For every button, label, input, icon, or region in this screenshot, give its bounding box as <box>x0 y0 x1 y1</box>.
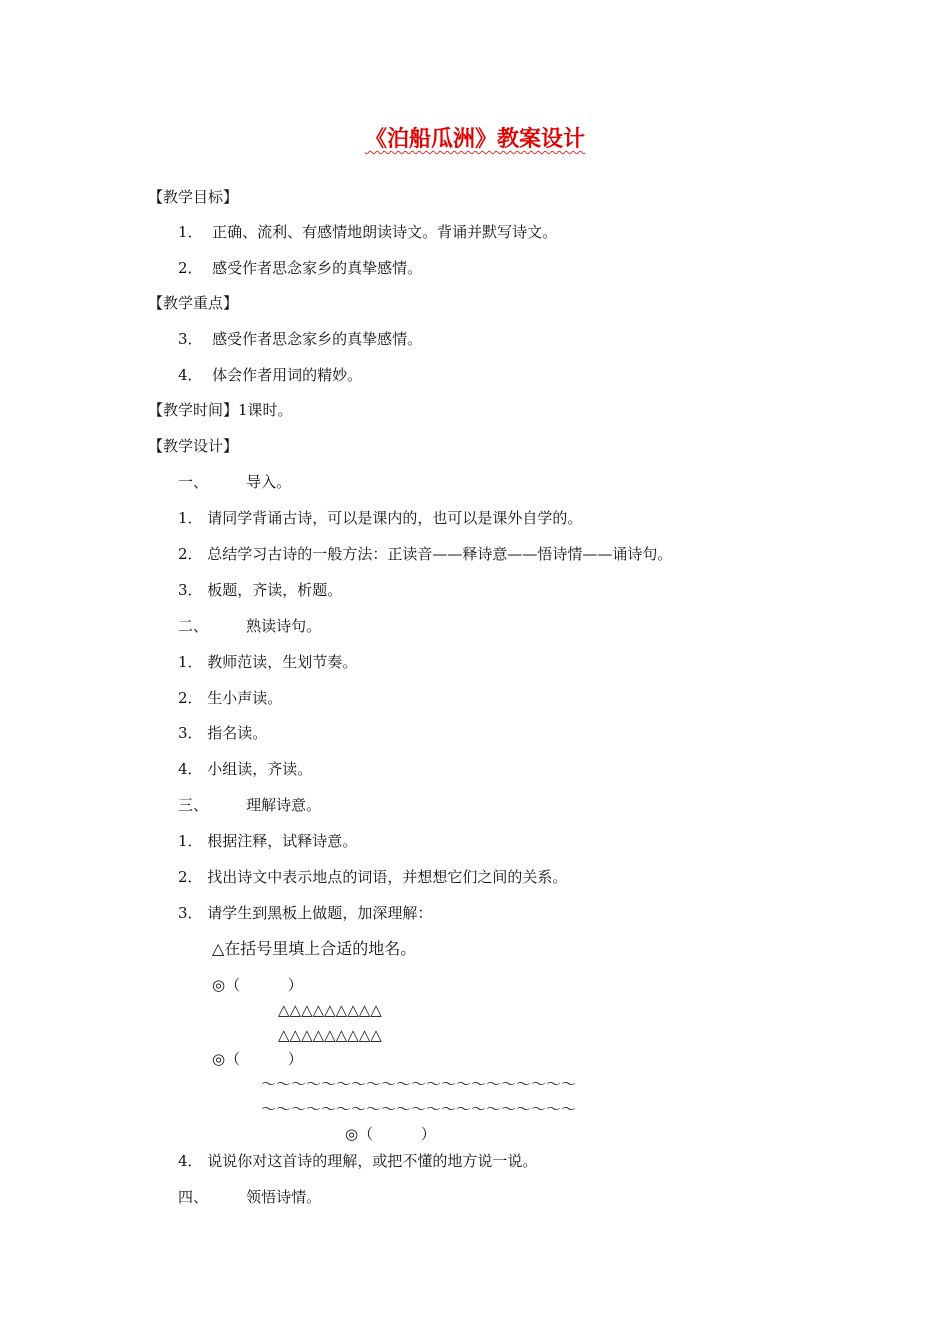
section-heading-time: 【教学时间】1课时。 <box>148 401 293 419</box>
list-item: 2． 总结学习古诗的一般方法：正读音——释诗意——悟诗情——诵诗句。 <box>178 545 673 563</box>
section-heading-focus: 【教学重点】 <box>148 294 239 312</box>
objective-item-1: 1． 正确、流利、有感情地朗读诗文。背诵并默写诗文。 <box>178 223 558 241</box>
list-item: 4． 说说你对这首诗的理解，或把不懂的地方说一说。 <box>178 1152 538 1170</box>
list-item: 1． 请同学背诵古诗，可以是课内的，也可以是课外自学的。 <box>178 509 583 527</box>
blank-place-3: ◎（ ） <box>345 1125 436 1143</box>
list-item: 2． 生小声读。 <box>178 689 283 707</box>
exercise-instruction: △在括号里填上合适的地名。 <box>212 939 417 958</box>
blank-place-2: ◎（ ） <box>212 1050 303 1068</box>
focus-item-3: 3． 感受作者思念家乡的真挚感情。 <box>178 330 423 348</box>
list-item: 4． 小组读，齐读。 <box>178 760 313 778</box>
document-title: 《泊船瓜洲》教案设计 <box>364 127 585 152</box>
list-item: 3． 指名读。 <box>178 724 268 742</box>
step-heading-1: 一、 导入。 <box>178 473 292 491</box>
section-heading-objectives: 【教学目标】 <box>148 188 239 206</box>
list-item: 2． 找出诗文中表示地点的词语，并想想它们之间的关系。 <box>178 868 568 886</box>
list-item: 3． 板题，齐读，析题。 <box>178 581 343 599</box>
blank-place-1: ◎（ ） <box>212 976 303 994</box>
objective-item-2: 2． 感受作者思念家乡的真挚感情。 <box>178 259 423 277</box>
list-item: 1． 教师范读，生划节奏。 <box>178 653 358 671</box>
list-item: 1． 根据注释，试释诗意。 <box>178 832 358 850</box>
focus-item-4: 4． 体会作者用词的精妙。 <box>178 366 363 384</box>
step-heading-3: 三、 理解诗意。 <box>178 796 322 814</box>
wave-row-1: ～～～～～～～～～～～～～～～～～～～～～ <box>261 1075 577 1093</box>
step-heading-2: 二、 熟读诗句。 <box>178 617 322 635</box>
triangle-row-1: △△△△△△△△△ <box>278 1001 382 1019</box>
triangle-row-2: △△△△△△△△△ <box>278 1026 382 1044</box>
list-item: 3． 请学生到黑板上做题，加深理解： <box>178 904 433 922</box>
wave-row-2: ～～～～～～～～～～～～～～～～～～～～～ <box>261 1100 577 1118</box>
section-heading-design: 【教学设计】 <box>148 437 239 455</box>
step-heading-4: 四、 领悟诗情。 <box>178 1188 322 1206</box>
